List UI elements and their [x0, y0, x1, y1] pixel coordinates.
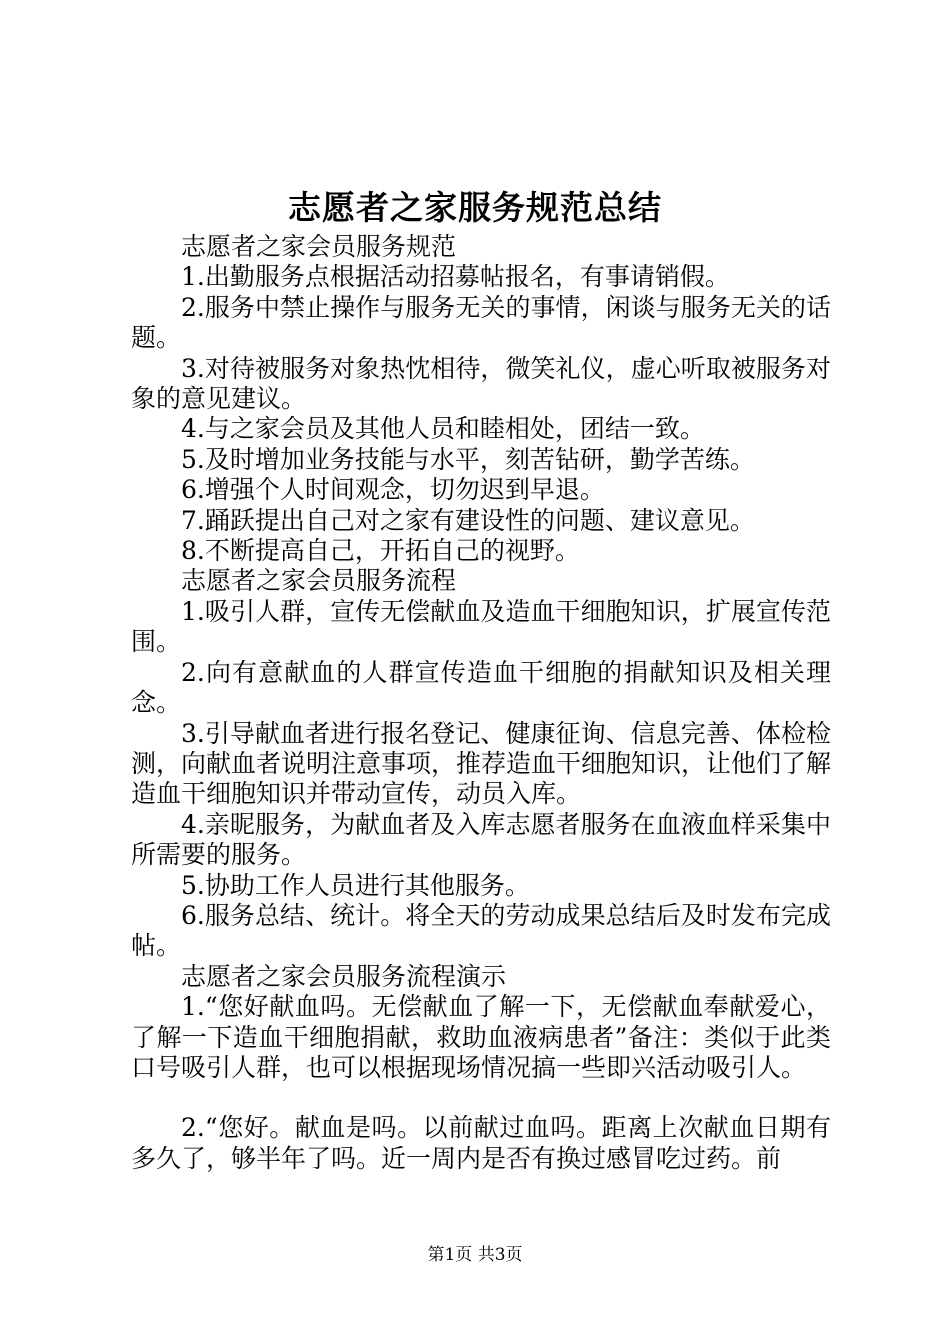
section-heading-demo: 志愿者之家会员服务流程演示 — [181, 961, 507, 991]
norm-item-2: 2.服务中禁止操作与服务无关的事情，闲谈与服务无关的话题。 — [131, 292, 831, 353]
document-body — [131, 232, 831, 1174]
demo-item-2: 2.“您好。献血是吗。以前献过血吗。距离上次献血日期有多久了，够半年了吗。近一周内是否有换过感冒吃过药。前 — [131, 1113, 831, 1173]
process-item-5: 5.协助工作人员进行其他服务。 — [181, 870, 530, 900]
process-item-3: 3.引导献血者进行报名登记、健康征询、信息完善、体检检测，向献血者说明注意事项，推荐造血干细胞知识，让他们了解造血干细胞知识并带动宣传，动员入库。 — [131, 718, 832, 809]
norm-item-8: 8.不断提高自己，开拓自己的视野。 — [181, 536, 580, 566]
process-item-4: 4.亲昵服务，为献血者及入库志愿者服务在血液血样采集中所需要的服务。 — [131, 809, 831, 870]
norm-item-6: 6.增强个人时间观念，切勿迟到早退。 — [181, 475, 605, 505]
process-item-6: 6.服务总结、统计。将全天的劳动成果总结后及时发布完成帖。 — [131, 900, 831, 961]
demo-item-1: 1.“您好献血吗。无偿献血了解一下，无偿献血奉献爱心，了解一下造血干细胞捐献，救助血液病患者”备注：类似于此类口号吸引人群，也可以根据现场情况搞一些即兴活动吸引人。 — [131, 992, 831, 1082]
section-heading-process: 志愿者之家会员服务流程 — [181, 566, 457, 596]
norm-item-7: 7.踊跃提出自己对之家有建设性的问题、建议意见。 — [181, 505, 755, 535]
norm-item-3: 3.对待被服务对象热忱相待，微笑礼仪，虚心听取被服务对象的意见建议。 — [131, 353, 831, 414]
section-heading-norms: 志愿者之家会员服务规范 — [181, 232, 457, 261]
process-item-1: 1.吸引人群，宣传无偿献血及造血干细胞知识，扩展宣传范围。 — [131, 596, 831, 657]
document-title: 志愿者之家服务规范总结 — [288, 188, 662, 227]
process-item-2: 2.向有意献血的人群宣传造血干细胞的捐献知识及相关理念。 — [131, 657, 831, 718]
page-number: 第1页 共3页 — [427, 1245, 523, 1265]
norm-item-1: 1.出勤服务点根据活动招募帖报名，有事请销假。 — [181, 262, 730, 292]
norm-item-4: 4.与之家会员及其他人员和睦相处，团结一致。 — [181, 414, 705, 444]
norm-item-5: 5.及时增加业务技能与水平，刻苦钻研，勤学苦练。 — [181, 444, 755, 474]
